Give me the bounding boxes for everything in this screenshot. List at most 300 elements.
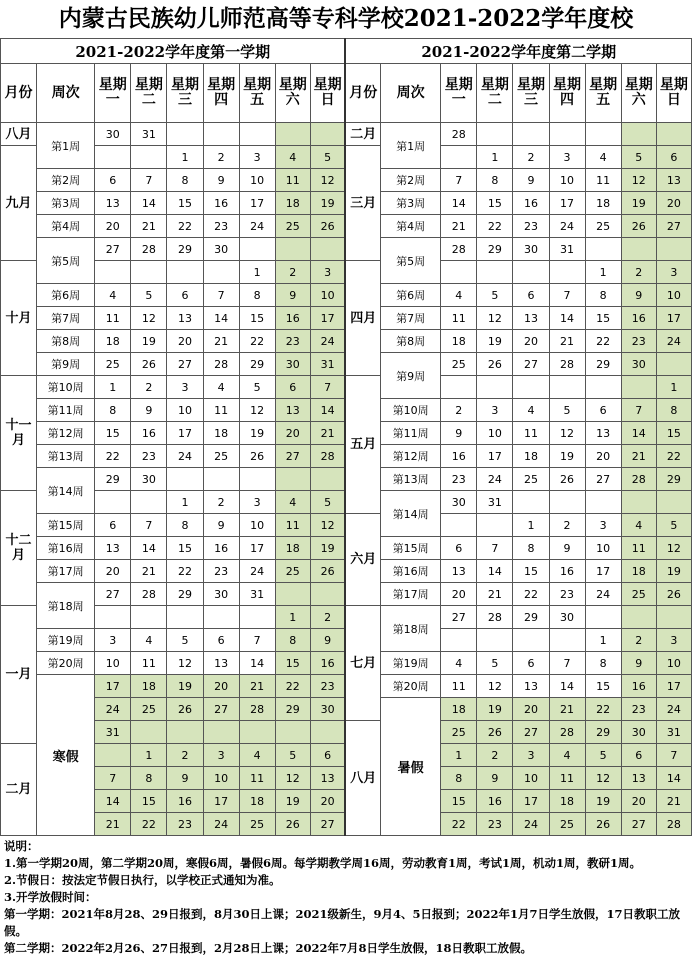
day-cell: 14 [95, 790, 131, 813]
day-cell: 11 [621, 537, 656, 560]
day-cell [549, 491, 585, 514]
day-cell [621, 238, 656, 261]
day-cell: 1 [167, 491, 203, 514]
table-row [1, 261, 692, 284]
day-cell: 9 [513, 169, 549, 192]
day-cell: 24 [239, 560, 275, 583]
day-cell: 18 [513, 445, 549, 468]
week-label: 第11周 [37, 399, 95, 422]
day-cell: 8 [167, 169, 203, 192]
day-cell: 2 [203, 491, 239, 514]
day-cell: 9 [167, 767, 203, 790]
day-cell [585, 606, 621, 629]
day-cell: 15 [513, 560, 549, 583]
day-cell: 10 [656, 652, 691, 675]
day-cell [310, 721, 345, 744]
header-cell: 星期四 [549, 64, 585, 123]
day-cell: 14 [239, 652, 275, 675]
day-cell: 29 [477, 238, 513, 261]
day-cell: 20 [513, 330, 549, 353]
day-cell: 17 [477, 445, 513, 468]
day-cell: 2 [513, 146, 549, 169]
day-cell: 21 [441, 215, 477, 238]
day-cell: 19 [167, 675, 203, 698]
day-cell: 12 [477, 675, 513, 698]
week-label: 第10周 [381, 399, 441, 422]
day-cell: 30 [621, 721, 656, 744]
day-cell: 15 [167, 192, 203, 215]
month-label: 十月 [1, 261, 37, 376]
day-cell: 27 [203, 698, 239, 721]
day-cell: 9 [621, 284, 656, 307]
day-cell: 12 [621, 169, 656, 192]
notes-line-5: 第二学期：2022年2月26、27日报到，2月28日上课；2022年7月8日学生放假，18日教职工放假。 [4, 941, 533, 955]
day-cell: 6 [656, 146, 691, 169]
day-cell: 28 [549, 721, 585, 744]
notes-heading: 说明： [4, 839, 39, 853]
day-cell: 23 [477, 813, 513, 836]
day-cell: 17 [203, 790, 239, 813]
day-cell: 13 [310, 767, 345, 790]
week-label: 第15周 [37, 514, 95, 537]
day-cell: 28 [477, 606, 513, 629]
day-cell: 27 [656, 215, 691, 238]
day-cell: 4 [441, 284, 477, 307]
day-cell: 8 [239, 284, 275, 307]
day-cell: 24 [585, 583, 621, 606]
day-cell: 6 [275, 376, 310, 399]
day-cell: 9 [621, 652, 656, 675]
day-cell: 3 [656, 261, 691, 284]
header-cell: 月份 [1, 64, 37, 123]
day-cell: 6 [203, 629, 239, 652]
week-label: 第7周 [37, 307, 95, 330]
day-cell: 10 [513, 767, 549, 790]
day-cell [621, 491, 656, 514]
day-cell: 10 [477, 422, 513, 445]
day-cell: 21 [203, 330, 239, 353]
day-cell: 20 [95, 215, 131, 238]
day-cell: 20 [95, 560, 131, 583]
day-cell: 16 [275, 307, 310, 330]
day-cell: 4 [549, 744, 585, 767]
day-cell: 17 [656, 675, 691, 698]
week-label: 第19周 [381, 652, 441, 675]
day-cell: 23 [513, 215, 549, 238]
month-label: 二月 [1, 744, 37, 836]
day-cell: 18 [131, 675, 167, 698]
day-cell: 5 [275, 744, 310, 767]
day-cell: 20 [656, 192, 691, 215]
day-cell: 19 [477, 698, 513, 721]
day-cell: 14 [656, 767, 691, 790]
week-label: 第8周 [381, 330, 441, 353]
day-cell: 25 [585, 215, 621, 238]
day-cell: 6 [621, 744, 656, 767]
day-cell: 16 [549, 560, 585, 583]
day-cell: 18 [275, 537, 310, 560]
holiday-label: 寒假 [37, 675, 95, 836]
day-cell: 27 [513, 721, 549, 744]
day-cell [513, 376, 549, 399]
day-cell: 29 [167, 583, 203, 606]
day-cell: 16 [621, 307, 656, 330]
day-cell: 27 [95, 583, 131, 606]
day-cell: 15 [585, 307, 621, 330]
day-cell: 22 [513, 583, 549, 606]
day-cell: 7 [131, 169, 167, 192]
day-cell: 18 [621, 560, 656, 583]
header-cell: 星期一 [95, 64, 131, 123]
table-row [1, 146, 692, 169]
day-cell [131, 261, 167, 284]
day-cell: 26 [621, 215, 656, 238]
day-cell [585, 491, 621, 514]
day-cell: 23 [131, 445, 167, 468]
week-label: 第13周 [37, 445, 95, 468]
day-cell: 22 [585, 330, 621, 353]
day-cell [275, 583, 310, 606]
day-cell: 19 [239, 422, 275, 445]
day-cell [203, 261, 239, 284]
week-label: 第18周 [37, 583, 95, 629]
day-cell: 2 [203, 146, 239, 169]
day-cell: 10 [656, 284, 691, 307]
day-cell: 16 [203, 537, 239, 560]
day-cell: 19 [477, 330, 513, 353]
day-cell: 18 [95, 330, 131, 353]
day-cell: 16 [310, 652, 345, 675]
day-cell [656, 491, 691, 514]
day-cell: 26 [131, 353, 167, 376]
day-cell: 16 [167, 790, 203, 813]
day-cell: 3 [95, 629, 131, 652]
day-cell: 14 [131, 192, 167, 215]
day-cell: 9 [549, 537, 585, 560]
day-cell: 15 [656, 422, 691, 445]
day-cell [477, 514, 513, 537]
day-cell [95, 606, 131, 629]
day-cell: 9 [203, 514, 239, 537]
day-cell: 26 [656, 583, 691, 606]
day-cell [585, 376, 621, 399]
day-cell: 17 [239, 192, 275, 215]
table-row [1, 123, 692, 146]
day-cell: 14 [203, 307, 239, 330]
day-cell: 10 [203, 767, 239, 790]
day-cell: 25 [441, 353, 477, 376]
day-cell: 18 [203, 422, 239, 445]
day-cell: 17 [310, 307, 345, 330]
day-cell [131, 606, 167, 629]
day-cell: 30 [513, 238, 549, 261]
day-cell: 4 [621, 514, 656, 537]
day-cell: 30 [131, 468, 167, 491]
day-cell: 31 [131, 123, 167, 146]
week-label: 第12周 [37, 422, 95, 445]
day-cell: 29 [95, 468, 131, 491]
week-label: 第12周 [381, 445, 441, 468]
month-label: 九月 [1, 146, 37, 261]
week-label: 第10周 [37, 376, 95, 399]
day-cell: 7 [441, 169, 477, 192]
day-cell: 19 [275, 790, 310, 813]
header-cell: 周次 [37, 64, 95, 123]
day-cell [167, 261, 203, 284]
day-cell: 11 [441, 307, 477, 330]
day-cell: 2 [549, 514, 585, 537]
day-cell: 12 [239, 399, 275, 422]
table-row [1, 514, 692, 537]
day-cell: 26 [477, 353, 513, 376]
day-cell [167, 468, 203, 491]
calendar-table [0, 38, 692, 836]
day-cell: 21 [239, 675, 275, 698]
day-cell [549, 261, 585, 284]
header-cell: 星期六 [621, 64, 656, 123]
day-cell: 8 [477, 169, 513, 192]
day-cell: 24 [477, 468, 513, 491]
week-label: 第3周 [37, 192, 95, 215]
week-label: 第6周 [37, 284, 95, 307]
month-label: 十二月 [1, 491, 37, 606]
day-cell: 26 [310, 560, 345, 583]
day-cell: 5 [167, 629, 203, 652]
day-cell [310, 238, 345, 261]
day-cell: 7 [203, 284, 239, 307]
day-cell: 24 [167, 445, 203, 468]
day-cell: 22 [167, 560, 203, 583]
day-cell: 25 [275, 215, 310, 238]
day-cell [131, 146, 167, 169]
day-cell: 1 [95, 376, 131, 399]
day-cell [131, 721, 167, 744]
day-cell: 24 [310, 330, 345, 353]
day-cell: 14 [549, 675, 585, 698]
day-cell: 13 [95, 537, 131, 560]
day-cell [621, 606, 656, 629]
day-cell [203, 721, 239, 744]
day-cell [549, 376, 585, 399]
day-cell: 21 [131, 560, 167, 583]
semester-1-title: 2021-2022学年度第一学期 [1, 39, 346, 64]
day-cell: 13 [441, 560, 477, 583]
day-cell: 22 [131, 813, 167, 836]
day-cell [477, 123, 513, 146]
day-cell: 15 [167, 537, 203, 560]
day-cell: 11 [275, 169, 310, 192]
day-cell: 24 [203, 813, 239, 836]
day-cell: 27 [275, 445, 310, 468]
holiday-label: 暑假 [381, 698, 441, 836]
day-cell: 2 [441, 399, 477, 422]
day-cell: 31 [239, 583, 275, 606]
week-label: 第11周 [381, 422, 441, 445]
day-cell: 23 [275, 330, 310, 353]
week-label: 第7周 [381, 307, 441, 330]
day-cell: 23 [167, 813, 203, 836]
day-cell: 2 [621, 261, 656, 284]
day-cell: 2 [621, 629, 656, 652]
day-cell: 28 [441, 123, 477, 146]
day-cell: 14 [441, 192, 477, 215]
week-label: 第17周 [381, 583, 441, 606]
week-label: 第3周 [381, 192, 441, 215]
day-cell [585, 123, 621, 146]
day-cell [275, 721, 310, 744]
day-cell: 3 [656, 629, 691, 652]
day-cell: 11 [513, 422, 549, 445]
day-cell: 8 [513, 537, 549, 560]
month-label: 八月 [345, 721, 380, 836]
day-cell: 17 [95, 675, 131, 698]
day-cell: 6 [95, 514, 131, 537]
month-label: 四月 [345, 261, 380, 376]
header-cell: 星期一 [441, 64, 477, 123]
day-cell: 9 [275, 284, 310, 307]
day-cell: 7 [549, 652, 585, 675]
day-cell: 13 [513, 675, 549, 698]
week-label: 第1周 [381, 123, 441, 169]
header-cell: 星期日 [656, 64, 691, 123]
week-label: 第14周 [381, 491, 441, 537]
day-cell: 5 [621, 146, 656, 169]
day-cell [656, 353, 691, 376]
table-row [1, 376, 692, 399]
day-cell: 3 [239, 491, 275, 514]
day-cell: 20 [203, 675, 239, 698]
day-cell: 1 [275, 606, 310, 629]
day-cell: 29 [239, 353, 275, 376]
day-cell: 22 [95, 445, 131, 468]
day-cell: 28 [310, 445, 345, 468]
day-cell: 28 [131, 583, 167, 606]
day-cell: 10 [585, 537, 621, 560]
day-cell: 17 [513, 790, 549, 813]
day-cell: 19 [549, 445, 585, 468]
day-cell: 28 [203, 353, 239, 376]
day-cell: 13 [513, 307, 549, 330]
day-cell: 12 [477, 307, 513, 330]
day-cell: 10 [167, 399, 203, 422]
day-cell: 3 [239, 146, 275, 169]
day-cell: 4 [275, 146, 310, 169]
day-cell [167, 123, 203, 146]
day-cell: 7 [549, 284, 585, 307]
month-label: 八月 [1, 123, 37, 146]
header-cell: 月份 [345, 64, 380, 123]
day-cell: 1 [477, 146, 513, 169]
day-cell: 12 [167, 652, 203, 675]
day-cell: 3 [513, 744, 549, 767]
day-cell: 14 [477, 560, 513, 583]
day-cell [203, 606, 239, 629]
day-cell: 30 [203, 583, 239, 606]
day-cell: 24 [656, 698, 691, 721]
day-cell: 7 [656, 744, 691, 767]
week-label: 第9周 [37, 353, 95, 376]
week-label: 第14周 [37, 468, 95, 514]
day-cell: 14 [131, 537, 167, 560]
day-cell: 15 [477, 192, 513, 215]
day-cell: 21 [310, 422, 345, 445]
day-cell: 24 [95, 698, 131, 721]
day-cell: 17 [656, 307, 691, 330]
day-cell: 29 [167, 238, 203, 261]
day-cell: 16 [513, 192, 549, 215]
day-cell: 19 [310, 192, 345, 215]
day-cell: 3 [203, 744, 239, 767]
day-cell: 5 [310, 146, 345, 169]
day-cell: 16 [621, 675, 656, 698]
day-cell: 11 [203, 399, 239, 422]
day-cell [275, 123, 310, 146]
day-cell: 31 [310, 353, 345, 376]
header-cell: 星期六 [275, 64, 310, 123]
day-cell: 3 [477, 399, 513, 422]
header-cell: 星期三 [513, 64, 549, 123]
day-cell: 26 [167, 698, 203, 721]
week-label: 第9周 [381, 353, 441, 399]
day-cell: 28 [621, 468, 656, 491]
day-cell: 23 [203, 215, 239, 238]
day-cell: 17 [167, 422, 203, 445]
day-cell: 6 [513, 652, 549, 675]
day-cell: 3 [549, 146, 585, 169]
day-cell: 1 [585, 261, 621, 284]
table-row [1, 606, 692, 629]
day-cell [621, 123, 656, 146]
day-cell: 5 [549, 399, 585, 422]
day-cell [477, 629, 513, 652]
header-cell: 星期四 [203, 64, 239, 123]
day-cell: 1 [656, 376, 691, 399]
day-cell [203, 123, 239, 146]
day-cell: 28 [131, 238, 167, 261]
day-cell: 29 [275, 698, 310, 721]
week-label: 第5周 [381, 238, 441, 284]
day-cell: 6 [441, 537, 477, 560]
day-cell: 23 [621, 330, 656, 353]
day-cell: 16 [131, 422, 167, 445]
day-cell: 4 [203, 376, 239, 399]
day-cell: 9 [477, 767, 513, 790]
header-cell: 周次 [381, 64, 441, 123]
notes-line-1: 1.第一学期20周，第二学期20周，寒假6周，暑假6周。每学期教学周16周，劳动教育1周，考试1周，机动1周，教研1周。 [4, 856, 642, 870]
day-cell: 14 [310, 399, 345, 422]
day-cell: 1 [167, 146, 203, 169]
day-cell: 1 [131, 744, 167, 767]
day-cell: 15 [239, 307, 275, 330]
day-cell: 25 [549, 813, 585, 836]
day-cell: 20 [513, 698, 549, 721]
week-label: 第2周 [37, 169, 95, 192]
day-cell [310, 468, 345, 491]
day-cell: 18 [275, 192, 310, 215]
week-label: 第1周 [37, 123, 95, 169]
day-cell: 29 [656, 468, 691, 491]
day-cell: 8 [585, 284, 621, 307]
day-cell: 12 [310, 514, 345, 537]
week-label: 第13周 [381, 468, 441, 491]
day-cell: 14 [621, 422, 656, 445]
day-cell [95, 261, 131, 284]
notes-line-3: 3.开学放假时间： [4, 890, 97, 904]
day-cell: 30 [310, 698, 345, 721]
day-cell: 9 [310, 629, 345, 652]
day-cell: 3 [585, 514, 621, 537]
day-cell: 17 [585, 560, 621, 583]
